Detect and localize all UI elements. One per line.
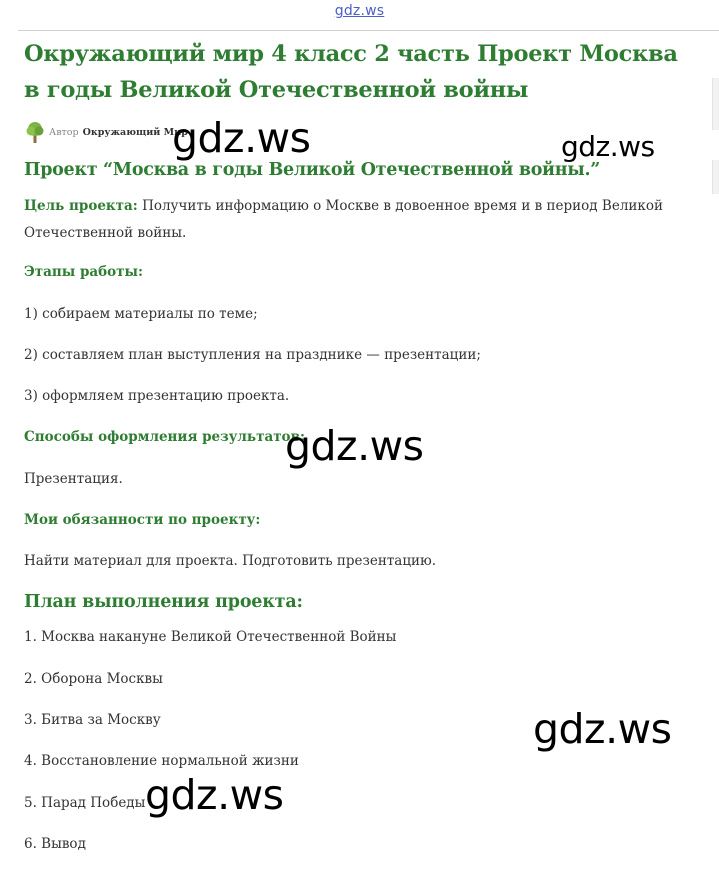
duties-value: Найти материал для проекта. Подготовить презентацию. [24, 553, 437, 569]
next-section-heading-partial [24, 874, 42, 886]
plan-item: 3. Битва за Москву [24, 712, 161, 728]
goal-paragraph [24, 193, 664, 220]
watermark: gdz.ws [172, 114, 311, 162]
author-line [24, 120, 188, 144]
tree-icon [24, 120, 46, 144]
plan-item: 5. Парад Победы [24, 795, 146, 811]
goal-text-continued: Отечественной войны. [24, 225, 187, 241]
plan-item: 4. Восстановление нормальной жизни [24, 753, 299, 769]
watermark: gdz.ws [145, 771, 284, 819]
duties-label: Мои обязанности по проекту: [24, 512, 261, 528]
plan-item: 2. Оборона Москвы [24, 671, 163, 687]
methods-label: Способы оформления результатов: [24, 429, 305, 445]
site-logo-link[interactable]: gdz.ws [334, 3, 385, 19]
stage-item: 3) оформляем презентацию проекта. [24, 388, 290, 404]
plan-item: 6. Вывод [24, 836, 86, 852]
watermark: gdz.ws [561, 130, 655, 163]
stages-label: Этапы работы: [24, 264, 144, 280]
header-divider [18, 30, 719, 31]
side-panel-tab[interactable] [712, 78, 719, 130]
stage-item: 2) составляем план выступления на празднике — презентации; [24, 347, 481, 363]
goal-label: Цель проекта: [24, 198, 138, 214]
goal-text: Получить информацию о Москве в довоенное время и в период Великой [137, 198, 663, 214]
methods-value: Презентация. [24, 471, 123, 487]
watermark: gdz.ws [533, 705, 672, 753]
side-panel-tab[interactable] [712, 160, 719, 194]
plan-heading: План выполнения проекта: [24, 592, 303, 612]
author-name-link[interactable]: Окружающий Мир [82, 126, 188, 138]
project-heading: Проект “Москва в годы Великой Отечественной войны.” [24, 160, 601, 180]
watermark: gdz.ws [285, 422, 424, 470]
page-title: Окружающий мир 4 класс 2 часть Проект Москва в годы Великой Отечественной войны [24, 41, 678, 103]
stage-item: 1) собираем материалы по теме; [24, 306, 258, 322]
plan-item: 1. Москва накануне Великой Отечественной Войны [24, 629, 397, 645]
author-prefix: Автор [49, 126, 79, 138]
